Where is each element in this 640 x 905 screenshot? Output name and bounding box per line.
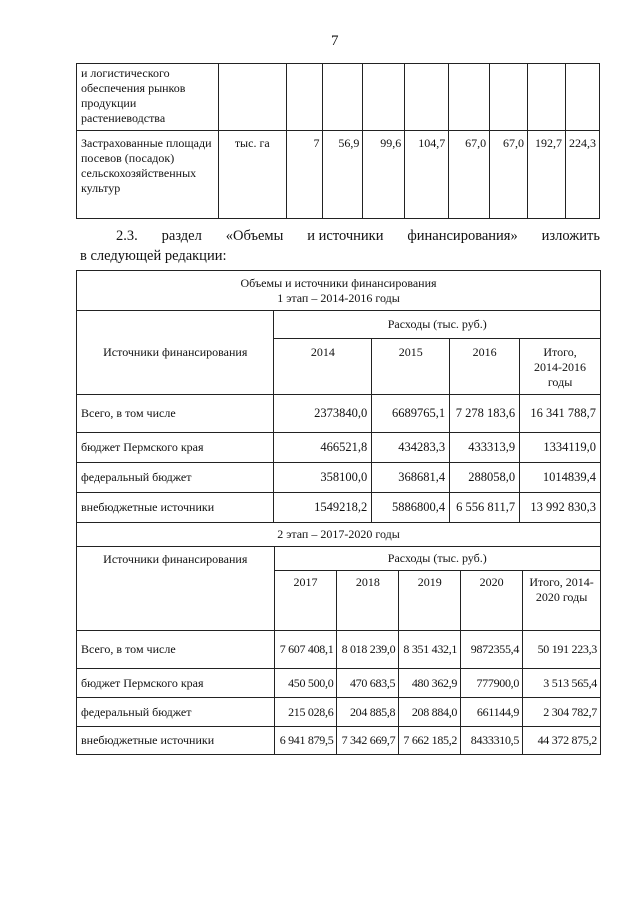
- cell-value: 433313,9: [450, 433, 520, 463]
- cell-value: 50 191 223,3: [523, 631, 601, 669]
- table-row: [77, 131, 600, 219]
- cell-value: 1334119,0: [520, 433, 601, 463]
- cell-value: 5886800,4: [372, 493, 450, 523]
- paragraph-word: «Объемы: [225, 228, 284, 244]
- indicator-value: [449, 64, 490, 131]
- row-label: внебюджетные источники: [77, 493, 274, 523]
- table-row: [77, 395, 601, 433]
- year-header: 2020: [461, 571, 523, 631]
- indicators-table: [76, 63, 600, 219]
- cell-value: 368681,4: [372, 463, 450, 493]
- year-header: 2016: [450, 339, 520, 395]
- indicator-value: 192,7: [528, 131, 566, 219]
- cell-value: 44 372 875,2: [523, 727, 601, 755]
- indicator-value: 67,0: [449, 131, 490, 219]
- total-header: Итого, 2014-2020 годы: [523, 571, 601, 631]
- cell-value: 2 304 782,7: [523, 698, 601, 727]
- cell-value: 777900,0: [461, 669, 523, 698]
- stage2-financing-table: [76, 522, 601, 755]
- stage1-financing-table: [76, 270, 601, 523]
- paragraph-word: изложить: [541, 228, 600, 244]
- table-row: [77, 698, 601, 727]
- expenses-header: Расходы (тыс. руб.): [274, 311, 601, 339]
- cell-value: 1549218,2: [274, 493, 372, 523]
- indicator-value: 224,3: [565, 131, 599, 219]
- indicator-name: и логистического обеспечения рынков продукции растениеводства: [77, 64, 219, 131]
- cell-value: 16 341 788,7: [520, 395, 601, 433]
- cell-value: 434283,3: [372, 433, 450, 463]
- sources-header: Источники финансирования: [77, 547, 275, 631]
- cell-value: 450 500,0: [274, 669, 337, 698]
- table-row: [77, 433, 601, 463]
- table-row: [77, 493, 601, 523]
- indicator-value: [363, 64, 405, 131]
- indicator-unit: [218, 64, 286, 131]
- cell-value: 215 028,6: [274, 698, 337, 727]
- expenses-header: Расходы (тыс. руб.): [274, 547, 600, 571]
- cell-value: 8 351 432,1: [399, 631, 461, 669]
- cell-value: 466521,8: [274, 433, 372, 463]
- row-label: федеральный бюджет: [77, 698, 275, 727]
- cell-value: 204 885,8: [337, 698, 399, 727]
- indicator-value: [565, 64, 599, 131]
- table-row: [77, 631, 601, 669]
- row-label: Всего, в том числе: [77, 395, 274, 433]
- cell-value: 2373840,0: [274, 395, 372, 433]
- stage1-title: [77, 271, 601, 311]
- cell-value: 480 362,9: [399, 669, 461, 698]
- cell-value: 208 884,0: [399, 698, 461, 727]
- table-row: [77, 669, 601, 698]
- indicator-value: 7: [286, 131, 323, 219]
- indicator-name: Застрахованные площади посевов (посадок) сельскохозяйственных культур: [77, 131, 219, 219]
- indicator-value: [528, 64, 566, 131]
- sources-header: Источники финансирования: [77, 311, 274, 395]
- paragraph-word: 2.3.: [116, 228, 138, 244]
- table-row: [77, 727, 601, 755]
- table-row: [77, 463, 601, 493]
- indicator-value: 104,7: [405, 131, 449, 219]
- paragraph-word: раздел: [161, 228, 202, 244]
- cell-value: 6 941 879,5: [274, 727, 337, 755]
- table-row: [77, 64, 600, 131]
- cell-value: 661144,9: [461, 698, 523, 727]
- stage1-title-line: 1 этап – 2014-2016 годы: [277, 290, 400, 305]
- cell-value: 1014839,4: [520, 463, 601, 493]
- cell-value: 6 556 811,7: [450, 493, 520, 523]
- cell-value: 13 992 830,3: [520, 493, 601, 523]
- cell-value: 288058,0: [450, 463, 520, 493]
- paragraph-line: в следующей редакции:: [80, 248, 227, 264]
- page-number: 7: [331, 33, 339, 49]
- cell-value: 6689765,1: [372, 395, 450, 433]
- cell-value: 7 607 408,1: [274, 631, 337, 669]
- indicator-unit: тыс. га: [218, 131, 286, 219]
- year-header: 2018: [337, 571, 399, 631]
- row-label: бюджет Пермского края: [77, 433, 274, 463]
- stage1-title-line: Объемы и источники финансирования: [240, 275, 437, 290]
- row-label: бюджет Пермского края: [77, 669, 275, 698]
- row-label: федеральный бюджет: [77, 463, 274, 493]
- cell-value: 8 018 239,0: [337, 631, 399, 669]
- indicator-value: [286, 64, 323, 131]
- row-label: Всего, в том числе: [77, 631, 275, 669]
- year-header: 2017: [274, 571, 337, 631]
- indicator-value: 99,6: [363, 131, 405, 219]
- paragraph-word: финансирования»: [407, 228, 518, 244]
- stage2-title: 2 этап – 2017-2020 годы: [77, 523, 601, 547]
- cell-value: 7 278 183,6: [450, 395, 520, 433]
- year-header: 2014: [274, 339, 372, 395]
- paragraph-word: и источники: [307, 228, 384, 244]
- cell-value: 7 342 669,7: [337, 727, 399, 755]
- total-header: Итого, 2014-2016 годы: [520, 339, 601, 395]
- cell-value: 3 513 565,4: [523, 669, 601, 698]
- cell-value: 358100,0: [274, 463, 372, 493]
- cell-value: 470 683,5: [337, 669, 399, 698]
- year-header: 2015: [372, 339, 450, 395]
- indicator-value: [405, 64, 449, 131]
- indicator-value: 67,0: [490, 131, 528, 219]
- cell-value: 9872355,4: [461, 631, 523, 669]
- cell-value: 8433310,5: [461, 727, 523, 755]
- indicator-value: 56,9: [323, 131, 363, 219]
- cell-value: 7 662 185,2: [399, 727, 461, 755]
- row-label: внебюджетные источники: [77, 727, 275, 755]
- amendment-paragraph: [80, 226, 600, 266]
- year-header: 2019: [399, 571, 461, 631]
- indicator-value: [323, 64, 363, 131]
- indicator-value: [490, 64, 528, 131]
